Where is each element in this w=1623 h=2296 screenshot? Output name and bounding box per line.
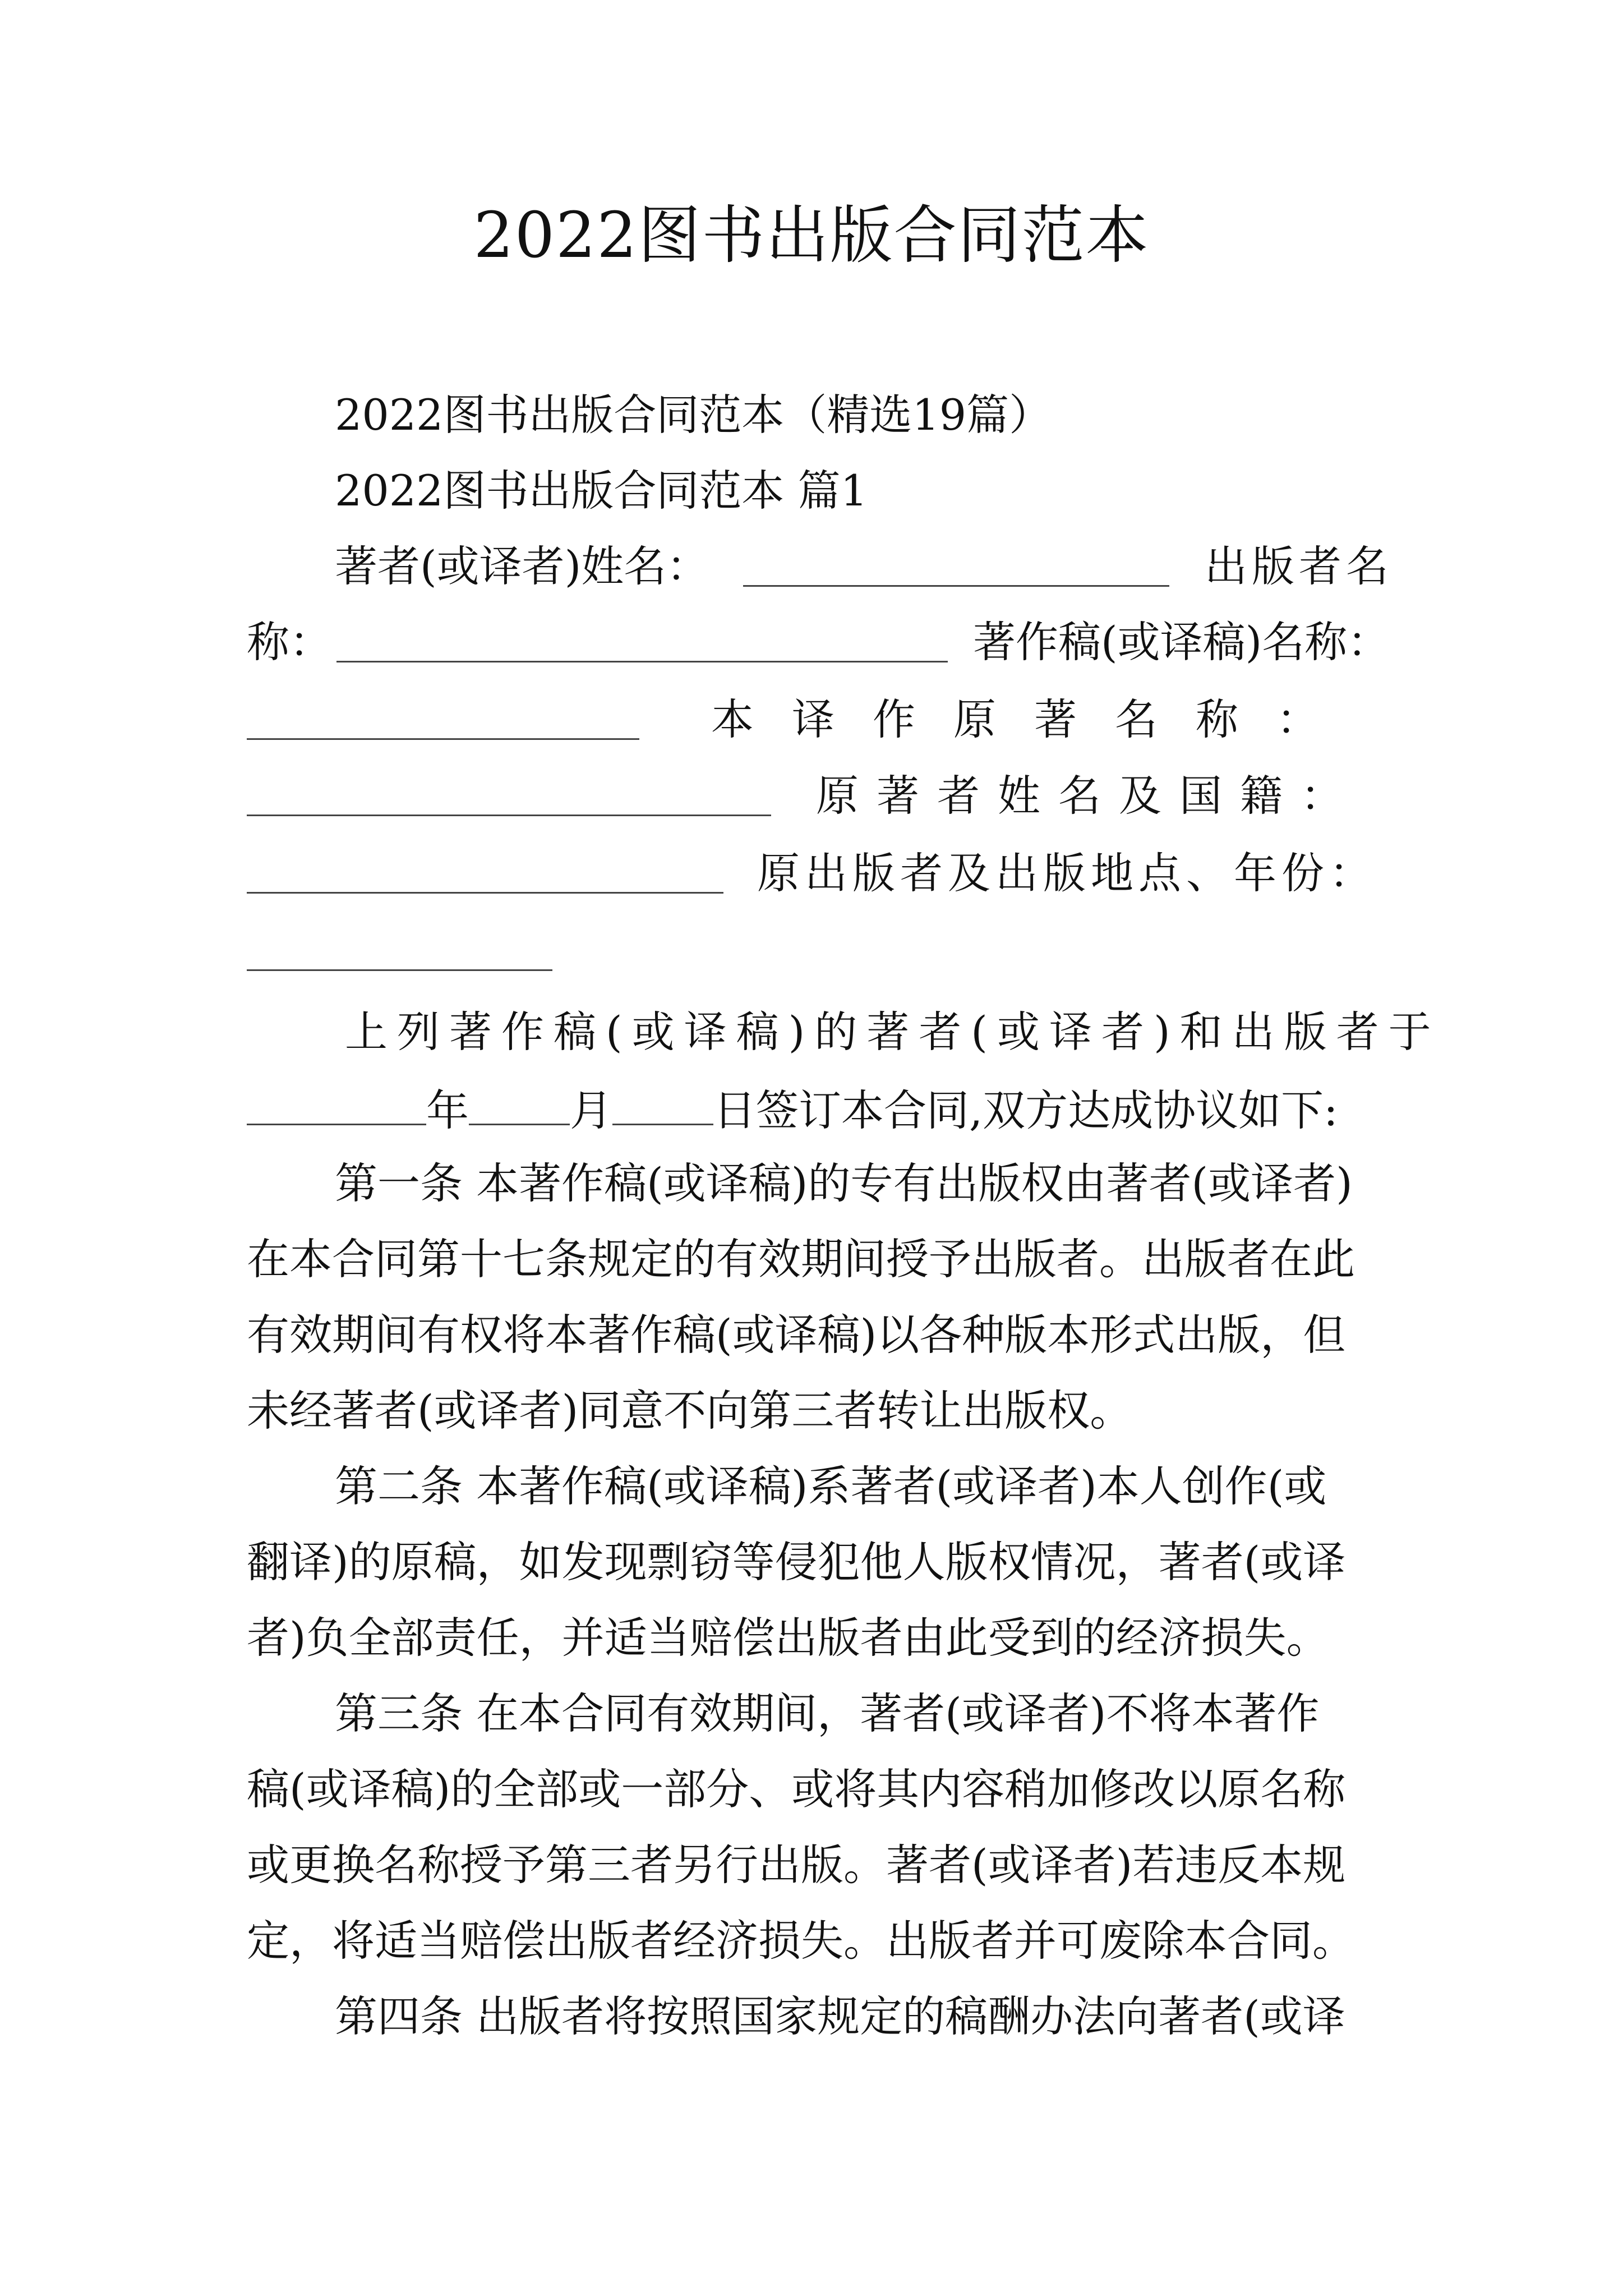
manuscript-name-blank[interactable] <box>247 738 639 740</box>
intro-line-1: 上列著作稿(或译稿)的著者(或译者)和出版者于 <box>345 1007 1441 1057</box>
article-3-line-4: 定，将适当赔偿出版者经济损失。出版者并可废除本合同。 <box>247 1916 1355 1966</box>
year-label: 年 <box>426 1085 469 1135</box>
original-work-name-label: 本译作原著名称： <box>711 694 1357 744</box>
author-name-label: 著者(或译者)姓名： <box>335 541 709 591</box>
subtitle: 2022图书出版合同范本（精选19篇） <box>335 390 1052 440</box>
article-2-line-1: 第二条 本著作稿(或译稿)系著者(或译者)本人创作(或 <box>335 1461 1327 1511</box>
original-author-blank[interactable] <box>247 892 723 894</box>
month-blank[interactable] <box>469 1080 570 1125</box>
month-label: 月 <box>570 1085 612 1135</box>
article-3-line-2: 稿(或译稿)的全部或一部分、或将其内容稍加修改以原名称 <box>247 1764 1346 1814</box>
original-work-name-blank[interactable] <box>247 815 771 816</box>
intro-date-line <box>247 1080 1338 1139</box>
publisher-name-label-part1: 出版者名 <box>1205 541 1393 591</box>
section-heading: 2022图书出版合同范本 篇1 <box>335 466 868 516</box>
article-1-line-4: 未经著者(或译者)同意不向第三者转让出版权。 <box>247 1386 1133 1435</box>
day-label: 日签订本合同,双方达成协议如下: <box>713 1085 1338 1135</box>
article-2-line-3: 者)负全部责任，并适当赔偿出版者由此受到的经济损失。 <box>247 1613 1329 1663</box>
document-title: 2022图书出版合同范本 <box>473 199 1150 272</box>
author-name-field <box>335 539 709 595</box>
article-1-line-1: 第一条 本著作稿(或译稿)的专有出版权由著者(或译者) <box>335 1158 1353 1208</box>
year-blank[interactable] <box>247 1080 426 1125</box>
article-1-line-3: 有效期间有权将本著作稿(或译稿)以各种版本形式出版，但 <box>247 1310 1346 1360</box>
article-3-line-1: 第三条 在本合同有效期间，著者(或译者)不将本著作 <box>335 1688 1320 1738</box>
manuscript-name-label: 著作稿(或译稿)名称： <box>973 617 1390 667</box>
author-name-blank[interactable] <box>743 585 1169 587</box>
article-4-line-1: 第四条 出版者将按照国家规定的稿酬办法向著者(或译 <box>335 1991 1345 2041</box>
day-blank[interactable] <box>612 1080 713 1125</box>
publisher-name-label-part2: 称： <box>247 617 332 667</box>
article-2-line-2: 翻译)的原稿，如发现剽窃等侵犯他人版权情况，著者(或译 <box>247 1537 1346 1587</box>
article-1-line-2: 在本合同第十七条规定的有效期间授予出版者。出版者在此 <box>247 1234 1355 1284</box>
publisher-name-blank[interactable] <box>336 661 948 662</box>
article-3-line-3: 或更换名称授予第三者另行出版。著者(或译者)若违反本规 <box>247 1840 1346 1890</box>
original-publisher-blank[interactable] <box>247 969 552 971</box>
original-publisher-label: 原出版者及出版地点、年份： <box>757 848 1377 898</box>
original-author-label: 原著者姓名及国籍： <box>816 771 1361 821</box>
